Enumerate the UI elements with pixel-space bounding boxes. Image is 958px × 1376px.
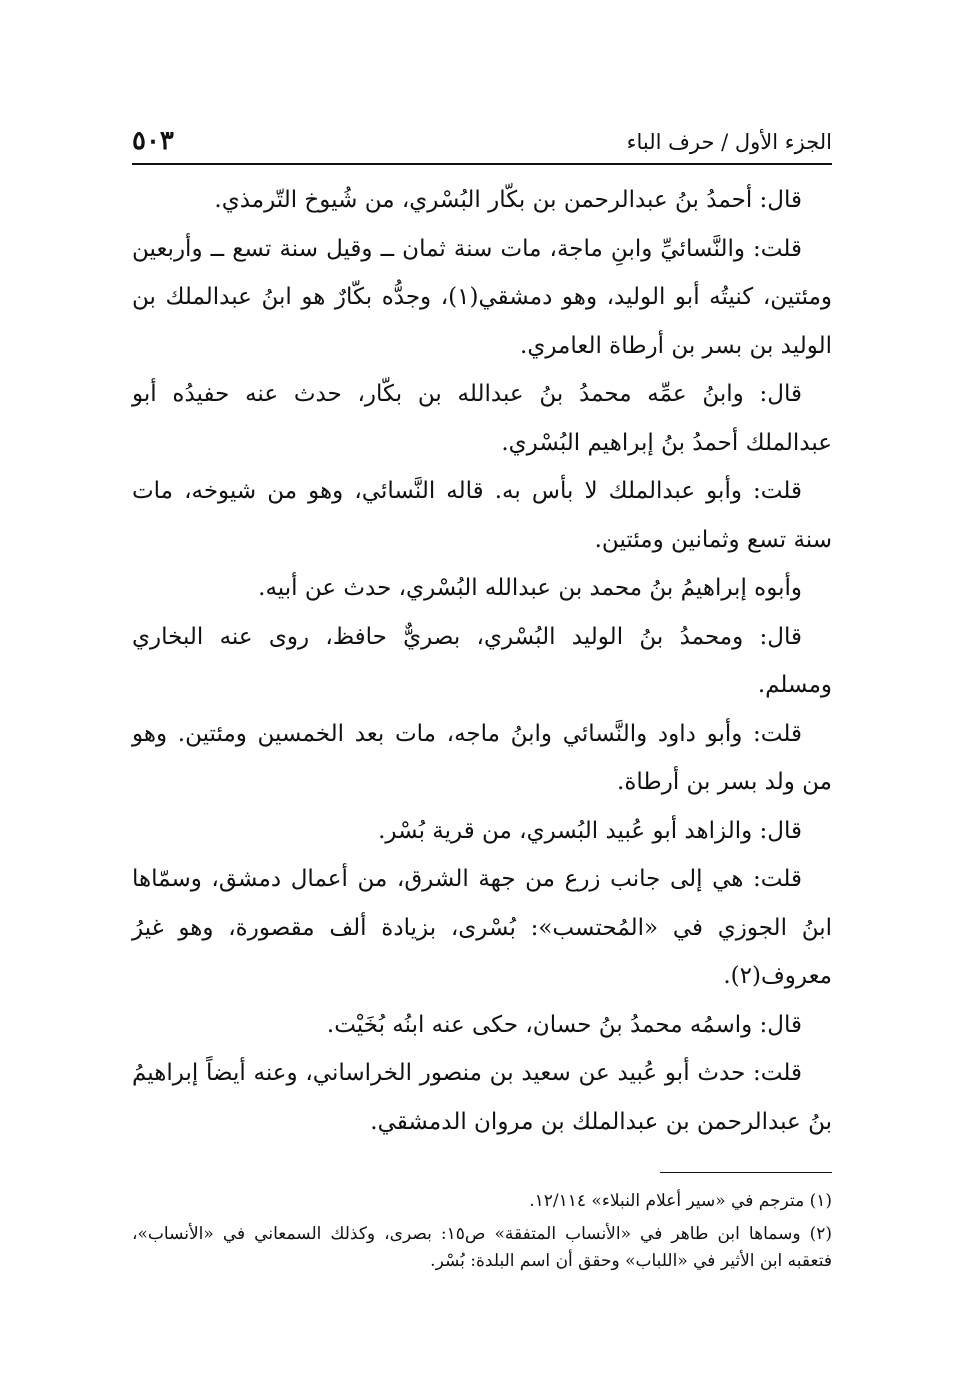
paragraph: قلت: وأبو داود والنَّسائي وابنُ ماجه، مات بعد الخمسين ومئتين. وهو من ولد بسر بن أرطاة. <box>132 720 832 795</box>
paragraph: قال: أحمدُ بنُ عبدالرحمن بن بكّار البُسْري، من شُيوخ التّرمذي. <box>214 187 802 213</box>
paragraph: قال: وابنُ عمِّه محمدُ بنُ عبدالله بن بكّار، حدث عنه حفيدُه أبو عبدالملك أحمدُ بنُ إبراهيم البُسْري. <box>132 381 832 456</box>
paragraph: قال: واسمُه محمدُ بنُ حسان، حكى عنه ابنُه بُخَيْت. <box>326 1011 802 1038</box>
main-text <box>132 176 832 1146</box>
footnote-rule <box>660 1172 832 1173</box>
footnotes <box>132 1188 832 1281</box>
running-title: الجزء الأول / حرف الباء <box>626 130 832 154</box>
footnote: (٢) وسماها ابن طاهر في «الأنساب المتفقة» ص١٥: بصرى، وكذلك السمعاني في «الأنساب»، فتعقبه ابن الأثير في «اللباب» وحقق أن اسم البلدة: بُسْر. <box>132 1224 832 1271</box>
paragraph: قال: والزاهد أبو عُبيد البُسري، من قرية بُسْر. <box>378 817 802 844</box>
page-header <box>132 124 832 164</box>
paragraph: قلت: وأبو عبدالملك لا بأس به. قاله النَّسائي، وهو من شيوخه، مات سنة تسع وثمانين ومئتين. <box>132 478 832 553</box>
paragraph: قلت: هي إلى جانب زرع من جهة الشرق، من أعمال دمشق، وسمّاها ابنُ الجوزي في «المُحتسب»: بُسْرى، بزيادة ألف مقصورة، وهو غيرُ معروف(٢). <box>132 866 832 989</box>
header-rule <box>132 163 832 165</box>
paragraph: قلت: حدث أبو عُبيد عن سعيد بن منصور الخراساني، وعنه أيضاً إبراهيمُ بنُ عبدالرحمن بن عبدالملك بن مروان الدمشقي. <box>132 1060 832 1135</box>
paragraph: وأبوه إبراهيمُ بنُ محمد بن عبدالله البُسْري، حدث عن أبيه. <box>258 575 802 601</box>
footnote: (١) مترجم في «سير أعلام النبلاء» ١٢/١١٤. <box>529 1191 832 1211</box>
page-number: ٥٠٣ <box>132 126 174 156</box>
paragraph: قال: ومحمدُ بنُ الوليد البُسْري، بصريٌّ حافظ، روى عنه البخاري ومسلم. <box>132 623 832 698</box>
paragraph: قلت: والنَّسائيِّ وابنِ ماجة، مات سنة ثمان ــ وقيل سنة تسع ــ وأربعين ومئتين، كنيتُه أبو الوليد، وهو دمشقي(١)، وجدُّه بكّارٌ هو ابنُ عبدالملك بن الوليد بن بسر بن أرطاة العامري. <box>132 235 833 359</box>
